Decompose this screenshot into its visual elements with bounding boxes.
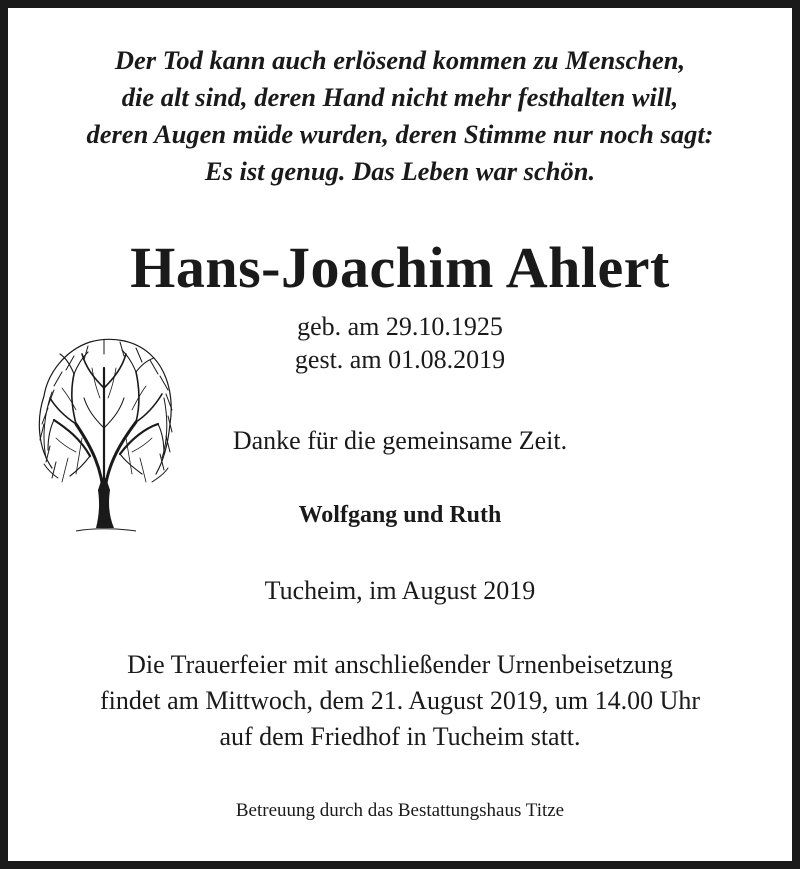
service-line: findet am Mittwoch, dem 21. August 2019, um 14.00 Uhr — [99, 686, 701, 715]
death-date: gest. am 01.08.2019 — [294, 345, 506, 374]
thanks-text: Danke für die gemeinsame Zeit. — [232, 426, 568, 455]
poem-line: die alt sind, deren Hand nicht mehr festhalten will, — [121, 82, 679, 112]
poem-line: deren Augen müde wurden, deren Stimme nur noch sagt: — [86, 119, 714, 149]
birth-date: geb. am 29.10.1925 — [297, 312, 503, 341]
service-info — [0, 647, 800, 755]
service-line: auf dem Friedhof in Tucheim statt. — [219, 722, 581, 751]
service-line: Die Trauerfeier mit anschließender Urnenbeisetzung — [127, 650, 673, 679]
poem-line: Der Tod kann auch erlösend kommen zu Menschen, — [114, 45, 686, 75]
undertaker-note: Betreuung durch das Bestattungshaus Titze — [235, 800, 565, 821]
poem-line: Es ist genug. Das Leben war schön. — [204, 156, 596, 186]
deceased-name: Hans-Joachim Ahlert — [130, 235, 670, 300]
poem — [0, 42, 800, 190]
signers: Wolfgang und Ruth — [298, 502, 502, 528]
place-date: Tucheim, im August 2019 — [264, 576, 536, 605]
